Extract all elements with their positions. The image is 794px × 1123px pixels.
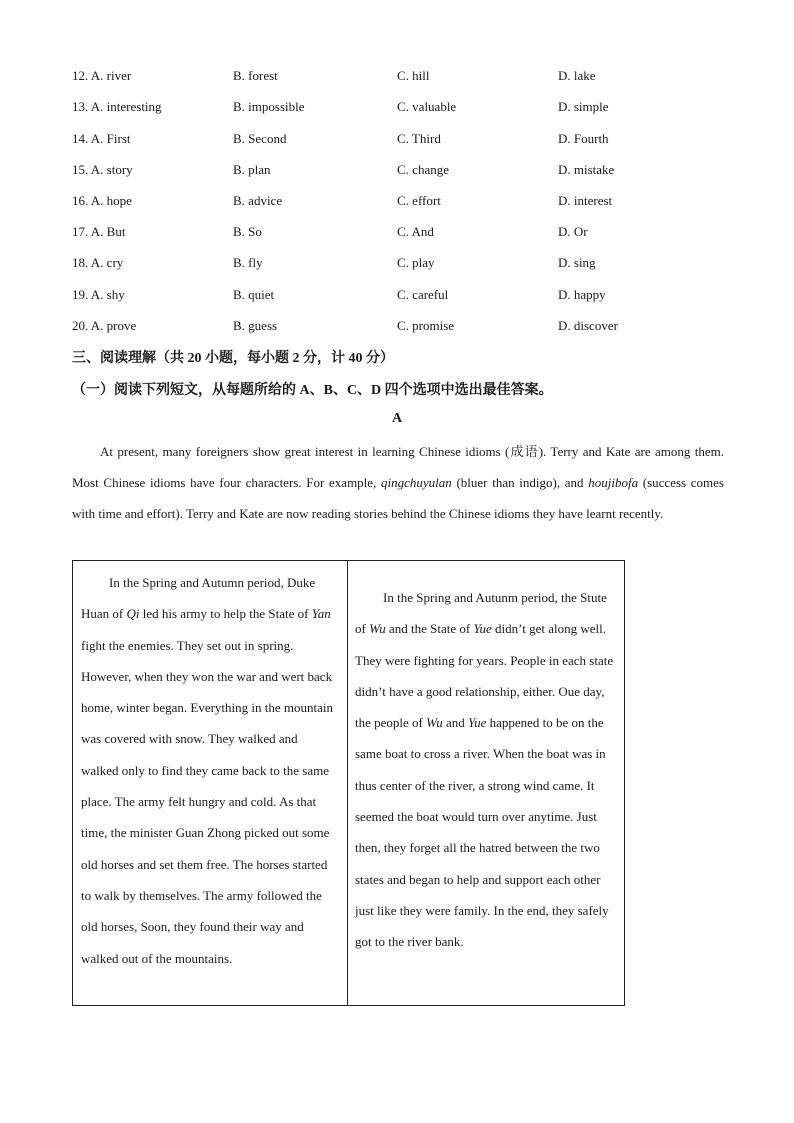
option-d: D. mistake [558, 162, 615, 177]
story-right-text-5: happened to be on the same boat to cross a river. When the boat was in thus center of the river, a strong wind came. It seemed the boat would turn over anytime. Just then, they forget all the hatred between the two states and began to help and support each other just like they were family. In the end, they safely got to the river bank. [355, 715, 609, 950]
option-d: D. interest [558, 193, 613, 208]
option-a: 20. A. prove [72, 318, 137, 333]
option-row-20 [72, 318, 722, 338]
option-d: D. Fourth [558, 131, 609, 146]
intro-text-3: (success comes with time and effort). Terry and Kate are now reading stories behind the Chinese idioms they have learnt recently. [72, 475, 724, 521]
passage-label: A [391, 411, 403, 426]
story-table [72, 560, 625, 1006]
section-title: 三、阅读理解（共 20 小题，每小题 2 分，计 40 分） [72, 351, 394, 366]
option-a: 12. A. river [72, 68, 132, 83]
option-row-16 [72, 193, 722, 213]
intro-paragraph [72, 436, 724, 529]
option-b: B. forest [233, 68, 278, 83]
story-right-text-4: and [442, 715, 469, 731]
option-d: D. happy [558, 287, 606, 302]
state-name: Wu [426, 715, 443, 731]
option-b: B. Second [233, 131, 287, 146]
state-name: Wu [369, 621, 386, 637]
option-row-19 [72, 287, 722, 307]
option-b: B. fly [233, 255, 263, 270]
option-d: D. sing [558, 255, 596, 270]
story-right-text-2: and the State of [385, 621, 474, 637]
option-a: 15. A. story [72, 162, 133, 177]
idiom-term-1: qingchuyulan [381, 475, 452, 490]
story-left-text-2: led his army to help the State of [139, 606, 312, 622]
story-right [355, 582, 619, 958]
option-row-17 [72, 224, 722, 244]
story-right-text-1: In the Spring and Autunm period, the Stute of [355, 590, 607, 637]
option-c: C. Third [397, 131, 441, 146]
option-d: D. Or [558, 224, 588, 239]
intro-text-2: (bluer than indigo), and [451, 475, 589, 490]
option-c: C. effort [397, 193, 441, 208]
idiom-term-2: houjibofa [588, 475, 639, 490]
option-a: 17. A. But [72, 224, 126, 239]
option-a: 19. A. shy [72, 287, 125, 302]
section-subtitle: （一）阅读下列短文，从每题所给的 A、B、C、D 四个选项中选出最佳答案。 [72, 383, 553, 398]
option-row-14 [72, 131, 722, 151]
option-c: C. valuable [397, 99, 457, 114]
option-a: 16. A. hope [72, 193, 132, 208]
story-right-text-3: didn’t get along well. They were fighting for years. People in each state didn’t have a good relationship, either. Oue day, the people of [355, 621, 614, 731]
option-b: B. plan [233, 162, 271, 177]
option-a: 14. A. First [72, 131, 131, 146]
option-d: D. discover [558, 318, 618, 333]
option-row-13 [72, 99, 722, 119]
story-left [81, 567, 337, 974]
option-b: B. So [233, 224, 262, 239]
option-d: D. simple [558, 99, 609, 114]
option-a: 18. A. cry [72, 255, 124, 270]
option-row-12 [72, 68, 722, 88]
option-b: B. guess [233, 318, 278, 333]
option-c: C. careful [397, 287, 449, 302]
intro-text-1: At present, many foreigners show great interest in learning Chinese idioms (成语). Terry and Kate are among them. Most Chinese idioms have four characters. For example, [72, 444, 724, 490]
option-b: B. advice [233, 193, 283, 208]
option-c: C. play [397, 255, 435, 270]
option-row-15 [72, 162, 722, 182]
option-b: B. quiet [233, 287, 275, 302]
option-c: C. change [397, 162, 449, 177]
option-b: B. impossible [233, 99, 305, 114]
state-name: Yue [473, 621, 492, 637]
option-d: D. lake [558, 68, 596, 83]
state-name: Yan [311, 606, 331, 622]
story-left-text-1: In the Spring and Autumn period, Duke Huan of [81, 575, 316, 622]
option-c: C. promise [397, 318, 455, 333]
option-row-18 [72, 255, 722, 275]
state-name: Qi [126, 606, 140, 622]
option-c: C. hill [397, 68, 430, 83]
story-left-text-3: fight the enemies. They set out in spring. However, when they won the war and wert back home, winter began. Everything in the mountain was covered with snow. They walked and walked only to find they came back to the same place. The army felt hungry and cold. As that time, the minister Guan Zhong picked out some old horses and set them free. The horses started to walk by themselves. The army followed the old horses, Soon, they found their way and walked out of the mountains. [81, 637, 333, 966]
option-c: C. And [397, 224, 434, 239]
table-divider [347, 561, 348, 1005]
state-name: Yue [468, 715, 487, 731]
option-a: 13. A. interesting [72, 99, 162, 114]
